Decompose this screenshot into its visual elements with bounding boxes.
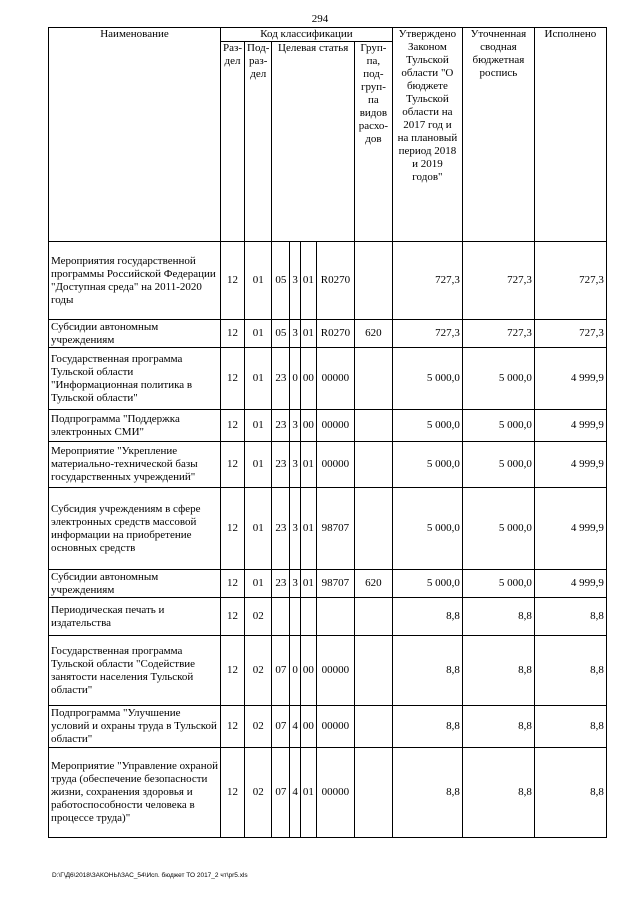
row-approved: 5 000,0 <box>392 442 462 488</box>
row-target-part1: 23 <box>272 570 290 598</box>
row-target-part4: 00000 <box>316 410 354 442</box>
row-subsection: 01 <box>245 442 272 488</box>
row-approved: 5 000,0 <box>392 348 462 410</box>
row-section: 12 <box>221 598 245 636</box>
row-executed: 4 999,9 <box>534 410 606 442</box>
row-target-part3: 01 <box>300 442 316 488</box>
row-target-part2: 3 <box>290 442 301 488</box>
row-name: Подпрограмма "Поддержка электронных СМИ" <box>49 410 221 442</box>
row-target-part3: 00 <box>300 636 316 706</box>
table-row <box>49 410 607 442</box>
row-refined: 5 000,0 <box>462 348 534 410</box>
table-row <box>49 598 607 636</box>
table-row <box>49 488 607 570</box>
table-row <box>49 570 607 598</box>
row-refined: 5 000,0 <box>462 570 534 598</box>
row-target-part1: 07 <box>272 636 290 706</box>
budget-table <box>48 27 607 838</box>
row-executed: 4 999,9 <box>534 442 606 488</box>
row-executed: 727,3 <box>534 242 606 320</box>
row-name: Мероприятие "Укрепление материально-технической базы государственных учреждений" <box>49 442 221 488</box>
row-target-part4: 00000 <box>316 748 354 838</box>
row-target-part2: 0 <box>290 348 301 410</box>
row-section: 12 <box>221 348 245 410</box>
row-target-part2: 3 <box>290 570 301 598</box>
row-target-part3: 01 <box>300 570 316 598</box>
row-name: Субсидии автономным учреждениям <box>49 320 221 348</box>
row-approved: 5 000,0 <box>392 410 462 442</box>
row-subsection: 01 <box>245 320 272 348</box>
row-refined: 727,3 <box>462 242 534 320</box>
row-executed: 8,8 <box>534 706 606 748</box>
row-subsection: 02 <box>245 748 272 838</box>
table-row <box>49 706 607 748</box>
header-executed: Исполнено <box>534 28 606 242</box>
row-target-part4 <box>316 598 354 636</box>
table-row <box>49 348 607 410</box>
row-target-part3: 01 <box>300 748 316 838</box>
row-subsection: 02 <box>245 598 272 636</box>
file-path-footer: D:\Г\Д6\2018\ЗАКОНЫ\ЗАС_54\Исп. бюджет ТО 2017_2 чт\pr5.xls <box>52 872 248 879</box>
header-name: Наименование <box>49 28 221 242</box>
row-approved: 5 000,0 <box>392 570 462 598</box>
row-target-part2: 3 <box>290 488 301 570</box>
row-expense-group <box>354 442 392 488</box>
row-section: 12 <box>221 488 245 570</box>
row-target-part3: 01 <box>300 488 316 570</box>
header-expense-group: Груп- па, под- груп- па видов расхо- дов <box>354 42 392 242</box>
row-section: 12 <box>221 748 245 838</box>
row-target-part1: 05 <box>272 320 290 348</box>
row-name: Мероприятие "Управление охраной труда (обеспечение безопасности жизни, сохранения здоровья и работоспособности человека в процессе труда)" <box>49 748 221 838</box>
row-expense-group <box>354 410 392 442</box>
row-target-part2: 4 <box>290 706 301 748</box>
row-target-part2: 0 <box>290 636 301 706</box>
row-name: Субсидии автономным учреждениям <box>49 570 221 598</box>
row-target-part4: 98707 <box>316 488 354 570</box>
row-approved: 727,3 <box>392 320 462 348</box>
row-refined: 8,8 <box>462 748 534 838</box>
row-refined: 5 000,0 <box>462 488 534 570</box>
row-name: Государственная программа Тульской области "Содействие занятости населения Тульской области" <box>49 636 221 706</box>
row-target-part4: 00000 <box>316 348 354 410</box>
row-target-part3: 01 <box>300 320 316 348</box>
row-executed: 727,3 <box>534 320 606 348</box>
row-target-part1: 23 <box>272 442 290 488</box>
row-name: Мероприятия государственной программы Российской Федерации "Доступная среда" на 2011-2020 годы <box>49 242 221 320</box>
row-executed: 8,8 <box>534 636 606 706</box>
row-name: Подпрограмма "Улучшение условий и охраны труда в Тульской области" <box>49 706 221 748</box>
row-name: Периодическая печать и издательства <box>49 598 221 636</box>
row-subsection: 01 <box>245 242 272 320</box>
header-target-article: Целевая статья <box>272 42 355 56</box>
row-executed: 4 999,9 <box>534 488 606 570</box>
row-section: 12 <box>221 320 245 348</box>
row-target-part1: 05 <box>272 242 290 320</box>
row-target-part2: 3 <box>290 320 301 348</box>
row-target-part2: 4 <box>290 748 301 838</box>
row-target-part1: 23 <box>272 488 290 570</box>
row-subsection: 01 <box>245 410 272 442</box>
table-row <box>49 748 607 838</box>
row-section: 12 <box>221 410 245 442</box>
header-approved: Утверждено Законом Тульской области "О бюджете Тульской области на 2017 год и на плановый период 2018 и 2019 годов" <box>392 28 462 242</box>
row-subsection: 01 <box>245 570 272 598</box>
header-row-1 <box>49 28 607 42</box>
row-target-part2: 3 <box>290 410 301 442</box>
row-target-part3 <box>300 598 316 636</box>
row-approved: 8,8 <box>392 598 462 636</box>
row-target-part4: 00000 <box>316 442 354 488</box>
header-section: Раз- дел <box>221 42 245 242</box>
row-target-part3: 00 <box>300 348 316 410</box>
header-subsection: Под- раз- дел <box>245 42 272 242</box>
row-section: 12 <box>221 442 245 488</box>
page-number: 294 <box>311 13 329 25</box>
row-target-part4: 00000 <box>316 636 354 706</box>
row-target-part2: 3 <box>290 242 301 320</box>
row-target-part2 <box>290 598 301 636</box>
row-executed: 4 999,9 <box>534 570 606 598</box>
row-target-part3: 00 <box>300 706 316 748</box>
row-target-part4: R0270 <box>316 320 354 348</box>
row-name: Субсидия учреждениям в сфере электронных средств массовой информации на приобретение основных средств <box>49 488 221 570</box>
row-subsection: 02 <box>245 706 272 748</box>
row-approved: 8,8 <box>392 748 462 838</box>
table-row <box>49 442 607 488</box>
row-section: 12 <box>221 706 245 748</box>
row-target-part3: 00 <box>300 410 316 442</box>
row-section: 12 <box>221 242 245 320</box>
row-subsection: 01 <box>245 488 272 570</box>
row-target-part1 <box>272 598 290 636</box>
row-refined: 727,3 <box>462 320 534 348</box>
row-expense-group <box>354 706 392 748</box>
row-section: 12 <box>221 636 245 706</box>
row-refined: 8,8 <box>462 706 534 748</box>
row-approved: 727,3 <box>392 242 462 320</box>
row-expense-group: 620 <box>354 570 392 598</box>
row-expense-group <box>354 488 392 570</box>
row-target-part4: R0270 <box>316 242 354 320</box>
row-subsection: 01 <box>245 348 272 410</box>
table-row <box>49 320 607 348</box>
row-executed: 8,8 <box>534 598 606 636</box>
row-expense-group <box>354 748 392 838</box>
row-executed: 4 999,9 <box>534 348 606 410</box>
row-target-part4: 00000 <box>316 706 354 748</box>
table-row <box>49 242 607 320</box>
row-approved: 8,8 <box>392 636 462 706</box>
row-target-part3: 01 <box>300 242 316 320</box>
row-approved: 5 000,0 <box>392 488 462 570</box>
row-refined: 5 000,0 <box>462 410 534 442</box>
row-approved: 8,8 <box>392 706 462 748</box>
row-expense-group <box>354 348 392 410</box>
row-target-part1: 07 <box>272 748 290 838</box>
row-expense-group <box>354 636 392 706</box>
table-row <box>49 636 607 706</box>
row-target-part1: 07 <box>272 706 290 748</box>
row-refined: 5 000,0 <box>462 442 534 488</box>
row-section: 12 <box>221 570 245 598</box>
row-name: Государственная программа Тульской области "Информационная политика в Тульской области" <box>49 348 221 410</box>
row-expense-group: 620 <box>354 320 392 348</box>
header-code-group: Код классификации <box>221 28 393 42</box>
row-target-part4: 98707 <box>316 570 354 598</box>
row-expense-group <box>354 242 392 320</box>
row-expense-group <box>354 598 392 636</box>
header-refined: Уточненная сводная бюджетная роспись <box>462 28 534 242</box>
row-refined: 8,8 <box>462 598 534 636</box>
row-target-part1: 23 <box>272 348 290 410</box>
row-refined: 8,8 <box>462 636 534 706</box>
row-target-part1: 23 <box>272 410 290 442</box>
row-subsection: 02 <box>245 636 272 706</box>
row-executed: 8,8 <box>534 748 606 838</box>
